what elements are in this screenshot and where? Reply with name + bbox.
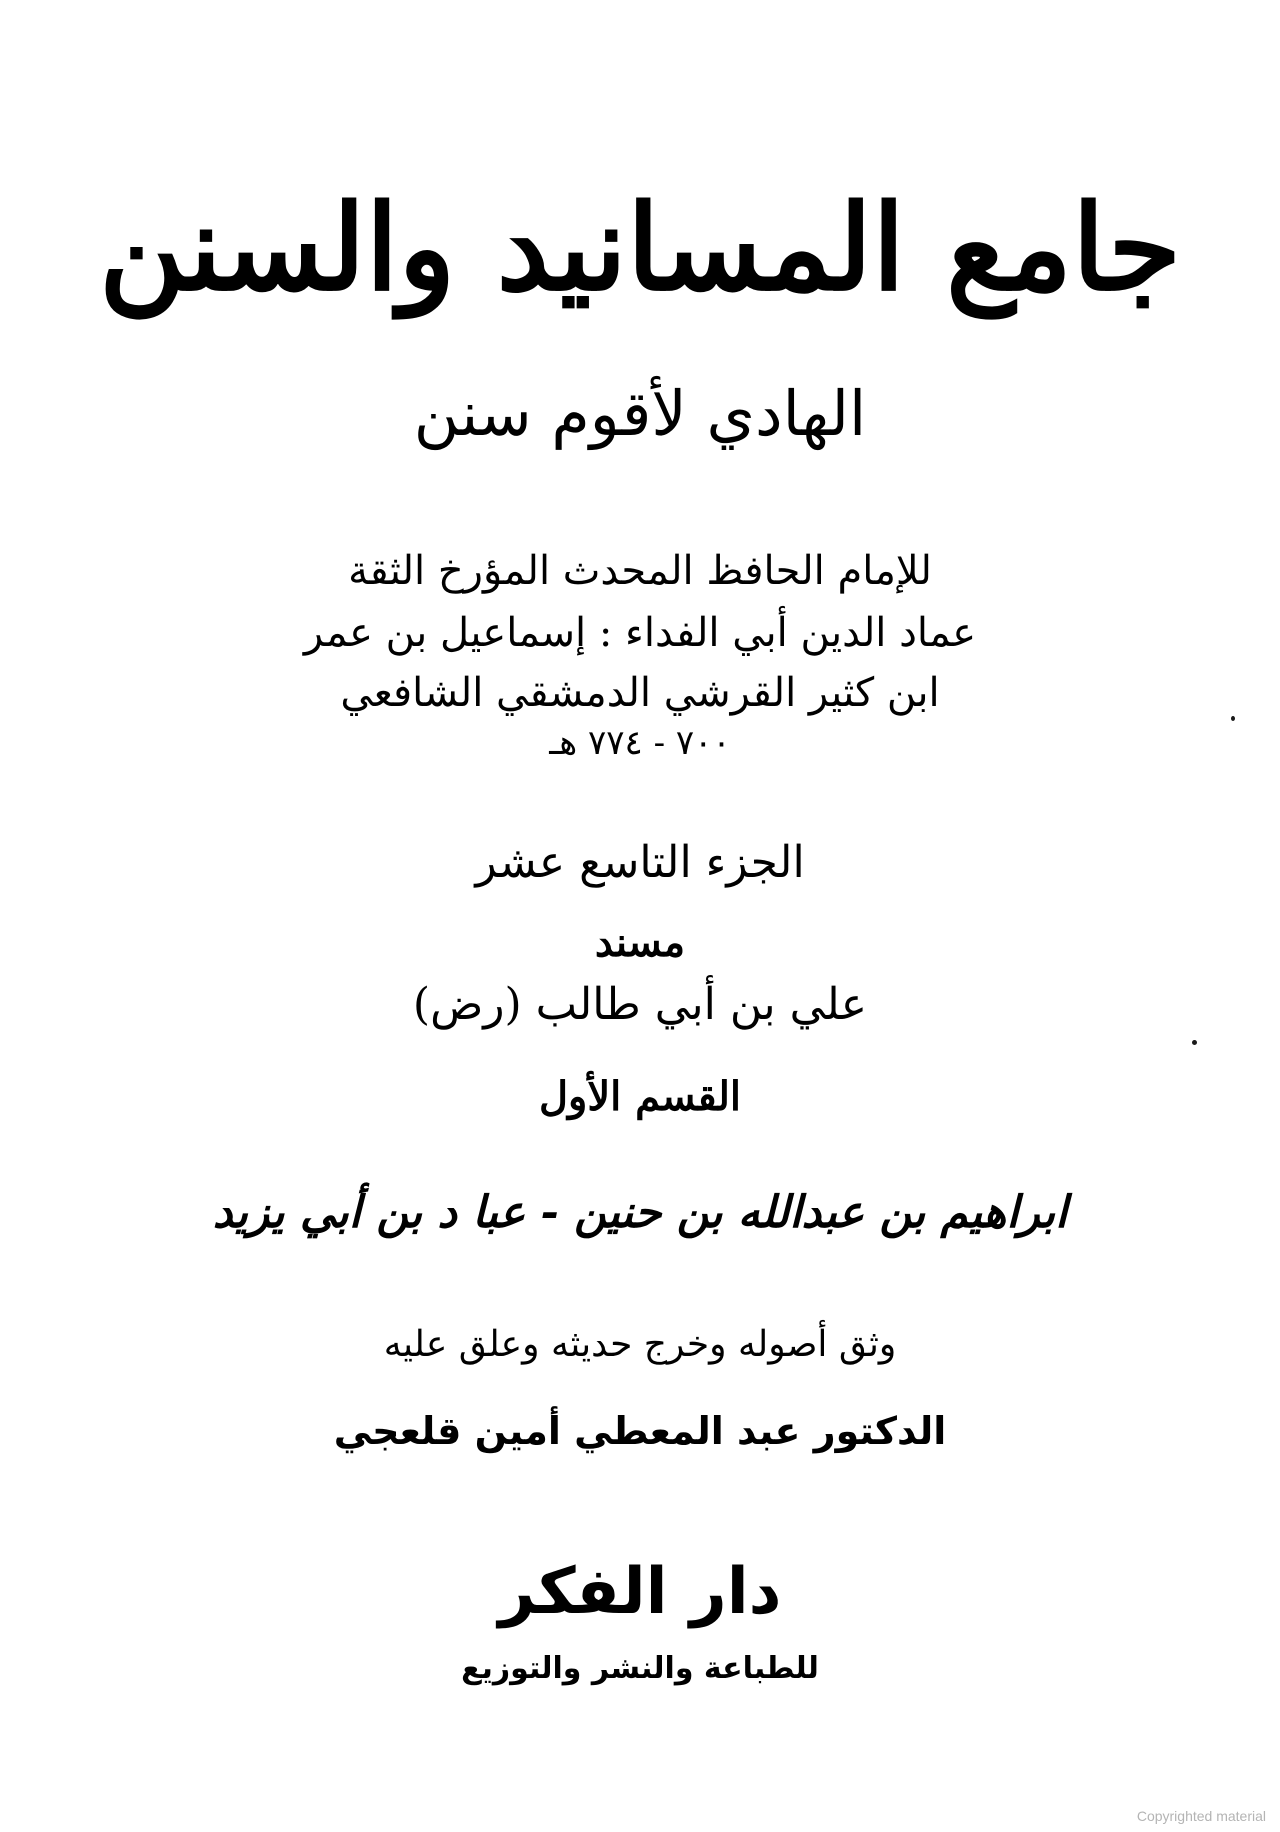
author-honorific: للإمام الحافظ المحدث المؤرخ الثقة [348, 548, 932, 594]
volume-number: الجزء التاسع عشر [475, 837, 805, 888]
editor-credit: وثق أصوله وخرج حديثه وعلق عليه [383, 1324, 897, 1365]
author-name: عماد الدين أبي الفداء : إسماعيل بن عمر [303, 610, 977, 656]
book-title: جامع المسانيد والسنن [98, 178, 1182, 317]
musnad-label: مسند [594, 919, 686, 966]
companion-name: علي بن أبي طالب (رض) [412, 979, 868, 1030]
author-lineage: ابن كثير القرشي الدمشقي الشافعي [340, 670, 940, 716]
copyright-watermark: Copyrighted material [1136, 1808, 1266, 1824]
section-label: القسم الأول [538, 1073, 742, 1120]
print-speck [1231, 716, 1235, 721]
editor-name: الدكتور عبد المعطي أمين قلعجي [333, 1409, 947, 1453]
publisher-logo: دار الفكر [498, 1555, 782, 1629]
author-dates: ٧٠٠ - ٧٧٤ هـ [549, 723, 731, 763]
book-subtitle: الهادي لأقوم سنن [413, 377, 867, 450]
narrator-range: ابراهيم بن عبدالله بن حنين - عبا د بن أبي يزيد [212, 1187, 1068, 1238]
print-speck [1192, 1040, 1197, 1045]
publisher-tagline: للطباعة والنشر والتوزيع [461, 1651, 819, 1686]
